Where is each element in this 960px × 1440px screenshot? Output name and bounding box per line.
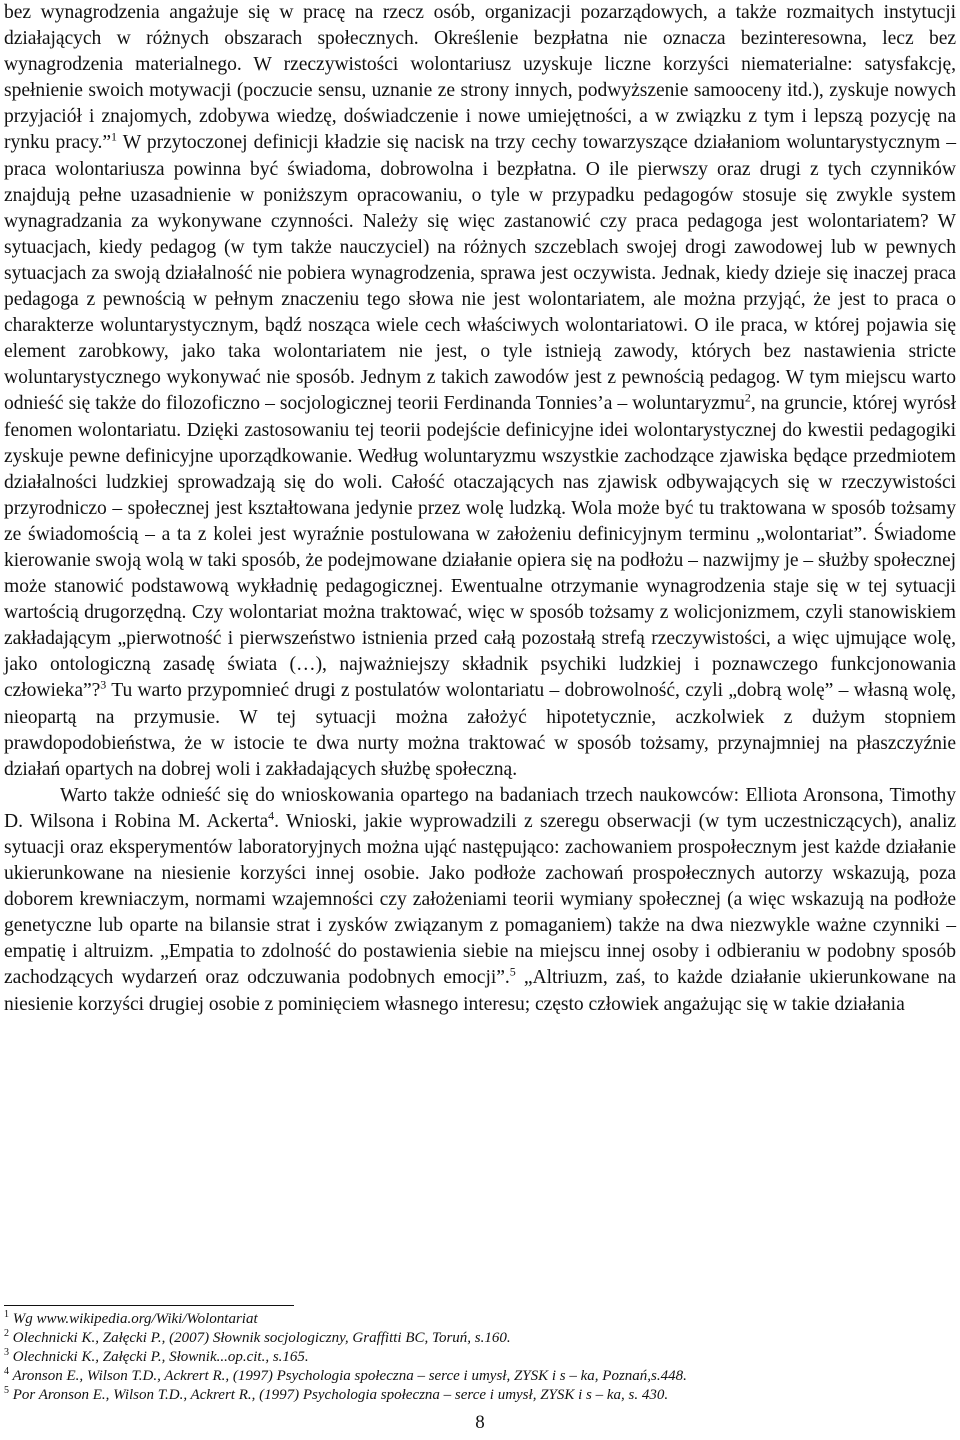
footnotes	[4, 1310, 956, 1405]
paragraph-2	[4, 783, 956, 1018]
text-run: . Wnioski, jakie wyprowadzili z szeregu obserwacji (w tym uczestniczących), analiz sytuacji oraz eksperymentów laboratoryjnych można ująć następująco: zachowaniem prospołecznym jest każde działanie ukierunkowane na niesienie korzyści innej osobie. Jako podłoże zachowań prospołecznych autorzy wskazują, poza doborem krewniaczym, normami wzajemności czy założeniami teorii wymiany społecznej (a więc wskazują na podłoże genetyczne lub oparte na bilansie strat i zysków związanym z pomaganiem) także na dwa niezwykle ważne czynniki – empatię i altruizm. „Empatia to zdolność do postawienia siebie na miejscu innej osoby i odbieraniu w podobny sposób zachodzących wydarzeń oraz odczuwania podobnych emocji”.	[4, 810, 956, 989]
document-page	[4, 0, 956, 1440]
footnote-1	[4, 1310, 956, 1329]
text-run: „Altriuzm, zaś, to każde działanie ukierunkowane na niesienie korzyści drugiej osobie z pominięciem własnego interesu; często człowiek angażując się w takie działania	[4, 967, 956, 1015]
footnote-number: 2	[4, 1328, 9, 1339]
footnote-ref-1[interactable]: 1	[111, 129, 117, 144]
text-run: , na gruncie, której wyrósł fenomen wolontariatu. Dzięki zastosowaniu tej teorii podejście definicyjne idei wolontarystycznej do kwestii pedagogiki zyskuje pewne definicyjne uporządkowanie. Według woluntaryzmu wszystkie zachodzące zjawiska będące przedmiotem działalności ludzkiej sprowadzają się do woli. Całość otaczających nas zjawisk odbywających się w rzeczywistości przyrodniczo – społecznej jest kształtowana jedynie przez wolę ludzką. Wola może być tu traktowana w sposób tożsamy ze świadomością – a ta z kolei jest wyraźnie postulowana w założeniu definicyjnym terminu „wolontariat”. Świadome kierowanie swoją wolą w taki sposób, że podejmowane działanie opiera się na podłożu – nazwijmy je – służby społecznej może stanowić podstawową wykładnię pedagogicznej. Ewentualne otrzymanie wynagrodzenia staje się w tej sytuacji wartością drugorzędną. Czy wolontariat można traktować, więc w sposób tożsamy z wolicjonizmem, czyli stanowiskiem zakładającym „pierwotność i pierwszeństwo istnienia przed całą pozostałą strefą rzeczywistości, a więc ujmujące wolę, jako ontologiczną zasadę świata (…), najważniejszy składnik psychiki ludzkiej i poznawczego funkcjonowania człowieka”?	[4, 393, 956, 702]
footnote-number: 1	[4, 1309, 9, 1320]
footnote-5	[4, 1386, 956, 1405]
footnote-3	[4, 1348, 956, 1367]
text-run: bez wynagrodzenia angażuje się w pracę na rzecz osób, organizacji pozarządowych, a także rozmaitych instytucji działających w różnych obszarach społecznych. Określenie bezpłatna nie oznacza bezinteresowna, lecz bez wynagrodzenia materialnego. W rzeczywistości wolontariusz uzyskuje liczne korzyści niematerialne: satysfakcję, spełnienie swoich motywacji (poczucie sensu, uznanie ze strony innych, podwyższenie samooceny itd.), zyskuje nowych przyjaciół i znajomych, zdobywa wiedzę, doświadczenie i nowe umiejętności, a w związku z tym i lepszą pozycję na rynku pracy.”	[4, 2, 956, 154]
footnote-4	[4, 1367, 956, 1386]
footnote-text: Por Aronson E., Wilson T.D., Ackrert R., (1997) Psychologia społeczna – serce i umysł, ZYSK i s – ka, s. 430.	[12, 1387, 669, 1403]
footnote-separator	[4, 1305, 294, 1306]
footnote-2	[4, 1329, 956, 1348]
paragraph-1	[4, 0, 956, 783]
footnote-number: 4	[4, 1366, 9, 1377]
footnote-number: 5	[4, 1385, 9, 1396]
footnote-ref-5[interactable]: 5	[509, 964, 516, 979]
text-run: Tu warto przypomnieć drugi z postulatów wolontariatu – dobrowolność, czyli „dobrą wolę” – własną wolę, nieopartą na przymusie. W tej sytuacji można założyć hipotetycznie, aczkolwiek z dużym stopniem prawdopodobieństwa, że w istocie te dwa nurty można traktować w sposób tożsamy, przynajmniej na płaszczyźnie działań opartych na dobrej woli i zakładających służbę społeczną.	[4, 680, 956, 780]
footnote-text: Wg www.wikipedia.org/Wiki/Wolontariat	[12, 1311, 258, 1327]
footnote-ref-2[interactable]: 2	[744, 390, 751, 405]
footnote-number: 3	[4, 1347, 9, 1358]
footnote-text: Olechnicki K., Załęcki P., (2007) Słownik socjologiczny, Graffitti BC, Toruń, s.160.	[12, 1330, 511, 1346]
footnote-text: Olechnicki K., Załęcki P., Słownik...op.cit., s.165.	[12, 1349, 309, 1365]
text-run: Warto także odnieść się do wnioskowania opartego na badaniach trzech naukowców: Elliota Aronsona, Timothy D. Wilsona i Robina M. Ackerta	[4, 784, 956, 832]
page-number: 8	[475, 1412, 485, 1433]
text-run: W przytoczonej definicji kładzie się nacisk na trzy cechy towarzyszące działaniom woluntarystycznym – praca wolontariusza powinna być świadoma, dobrowolna i bezpłatna. O ile pierwszy oraz drugi z tych czynników znajdują pełne uzasadnienie w poniższym opracowaniu, o tyle w przypadku pedagogów stosuje się zwykle system wynagradzania za wykonywane czynności. Należy się więc zastanowić czy praca pedagoga jest wolontariatem? W sytuacjach, kiedy pedagog (w tym także nauczyciel) na różnych szczeblach swojej drogi zawodowej lub w pewnych sytuacjach za swoją działalność nie pobiera wynagrodzenia, sprawa jest oczywista. Jednak, kiedy dzieje się inaczej praca pedagoga z pewnością w pełnym znaczeniu tego słowa nie jest wolontariatem, ale można przyjąć, że jest to praca o charakterze woluntarystycznym, bądź nosząca wiele cech właściwych wolontariatowi. O ile praca, w której pojawia się element zarobkowy, jako taka wolontariatem nie jest, o tyle istnieją zawody, których bez nastawienia stricte woluntarystycznego wykonywać nie sposób. Jednym z takich zawodów jest z pewnością pedagog. W tym miejscu warto odnieść się także do filozoficzno – socjologicznej teorii Ferdinanda Tonnies’a – woluntaryzmu	[4, 132, 956, 415]
footnote-ref-3[interactable]: 3	[100, 677, 107, 692]
footnote-ref-4[interactable]: 4	[268, 808, 275, 823]
footnote-text: Aronson E., Wilson T.D., Ackrert R., (1997) Psychologia społeczna – serce i umysł, ZYSK i s – ka, Poznań,s.448.	[12, 1368, 687, 1384]
body-text	[4, 0, 956, 1018]
